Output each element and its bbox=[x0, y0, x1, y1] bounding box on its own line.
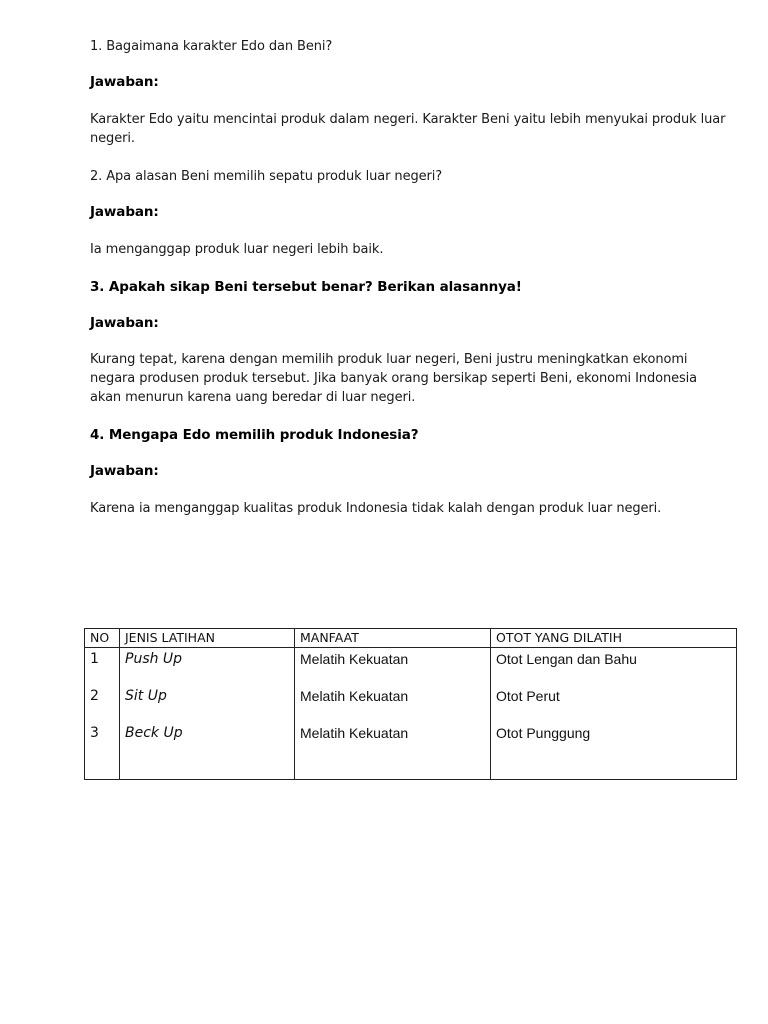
cell-otot: Otot Lengan dan Bahu bbox=[491, 648, 737, 686]
cell-manfaat: Melatih Kekuatan bbox=[295, 722, 491, 759]
cell-latihan: Push Up bbox=[120, 648, 295, 686]
answer-4: Karena ia menganggap kualitas produk Indonesia tidak kalah dengan produk luar negeri. bbox=[90, 501, 662, 516]
cell-manfaat: Melatih Kekuatan bbox=[295, 685, 491, 722]
header-jenis-latihan: JENIS LATIHAN bbox=[120, 629, 295, 648]
cell-empty bbox=[120, 759, 295, 780]
answer-3: Kurang tepat, karena dengan memilih produk luar negeri, Beni justru meningkatkan ekonomi negara produsen produk tersebut. Jika banyak orang bersikap seperti Beni, ekonomi Indonesia akan menurun karena uang beredar di luar negeri. bbox=[90, 352, 698, 405]
cell-latihan: Beck Up bbox=[120, 722, 295, 759]
header-otot: OTOT YANG DILATIH bbox=[491, 629, 737, 648]
cell-latihan: Sit Up bbox=[120, 685, 295, 722]
answer-label-1: Jawaban: bbox=[90, 74, 159, 90]
question-3: 3. Apakah sikap Beni tersebut benar? Berikan alasannya! bbox=[90, 279, 522, 295]
question-1: 1. Bagaimana karakter Edo dan Beni? bbox=[90, 39, 333, 54]
answer-label-4: Jawaban: bbox=[90, 463, 159, 479]
answer-1: Karakter Edo yaitu mencintai produk dalam negeri. Karakter Beni yaitu lebih menyukai produk luar negeri. bbox=[90, 112, 726, 146]
cell-no: 3 bbox=[85, 722, 120, 759]
table-row bbox=[85, 648, 737, 686]
question-2: 2. Apa alasan Beni memilih sepatu produk luar negeri? bbox=[90, 169, 443, 184]
table-empty-row bbox=[85, 759, 737, 780]
answer-label-3: Jawaban: bbox=[90, 315, 159, 331]
table-row bbox=[85, 722, 737, 759]
cell-empty bbox=[491, 759, 737, 780]
cell-empty bbox=[85, 759, 120, 780]
cell-otot: Otot Punggung bbox=[491, 722, 737, 759]
header-no: NO bbox=[85, 629, 120, 648]
exercise-table bbox=[84, 628, 737, 780]
answer-label-2: Jawaban: bbox=[90, 204, 159, 220]
header-manfaat: MANFAAT bbox=[295, 629, 491, 648]
answer-2: Ia menganggap produk luar negeri lebih baik. bbox=[90, 242, 384, 257]
cell-no: 1 bbox=[85, 648, 120, 686]
question-4: 4. Mengapa Edo memilih produk Indonesia? bbox=[90, 427, 419, 443]
table-row bbox=[85, 685, 737, 722]
cell-no: 2 bbox=[85, 685, 120, 722]
cell-empty bbox=[295, 759, 491, 780]
table-header-row bbox=[85, 629, 737, 648]
cell-otot: Otot Perut bbox=[491, 685, 737, 722]
cell-manfaat: Melatih Kekuatan bbox=[295, 648, 491, 686]
